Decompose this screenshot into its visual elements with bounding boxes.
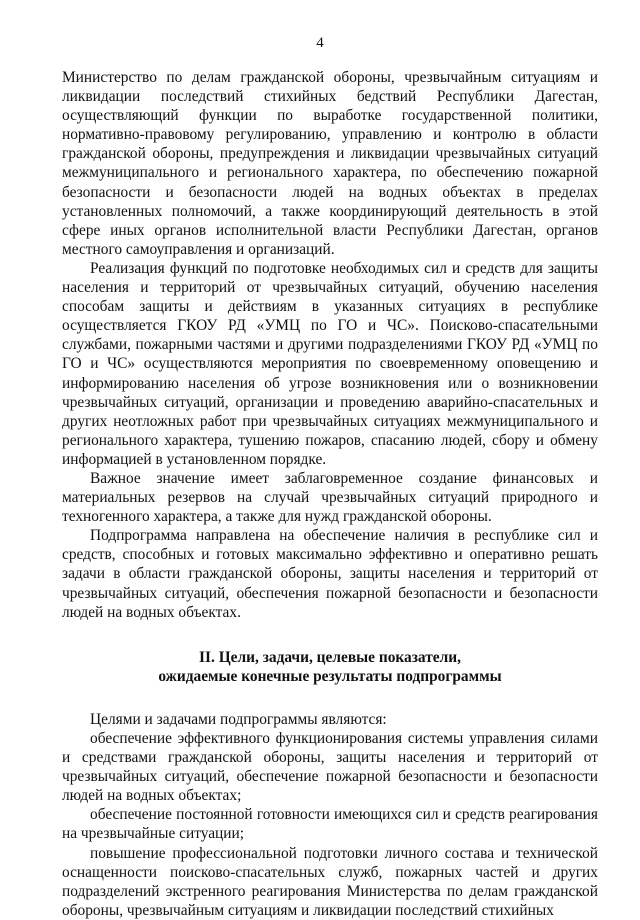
document-body bbox=[62, 68, 598, 920]
list-item-goal: обеспечение эффективного функционирования системы управления силами и средствами гражданской обороны, защиты населения и территорий от чрезвычайных ситуаций, обеспечение пожарной безопасности и безопасности людей на водных объектах; bbox=[62, 730, 598, 805]
paragraph-subprogram-purpose: Подпрограмма направлена на обеспечение наличия в республике сил и средств, способных и готовых максимально эффективно и оперативно решать задачи в области гражданской обороны, защиты населения и территорий от чрезвычайных ситуаций, обеспечения пожарной безопасности и безопасности людей на водных объектах. bbox=[62, 527, 598, 621]
list-item-goal: повышение профессиональной подготовки личного состава и технической оснащенности поисково-спасательных служб, пожарных частей и других подразделений экстренного реагирования Министерства по делам гражданской обороны, чрезвычайным ситуациям и ликвидации последствий стихийных bbox=[62, 844, 598, 919]
section-heading-line2: ожидаемые конечные результаты подпрограммы bbox=[158, 667, 502, 685]
section-heading bbox=[62, 648, 598, 686]
section-heading-line1: II. Цели, задачи, целевые показатели, bbox=[199, 648, 461, 666]
paragraph-functions: Реализация функций по подготовке необходимых сил и средств для защиты населения и территорий от чрезвычайных ситуаций, обучению населения способам защиты и действиям в указанных ситуациях в республике осуществляется ГКОУ РД «УМЦ по ГО и ЧС». Поисково-спасательными службами, пожарными частями и другими подразделениями ГКОУ РД «УМЦ по ГО и ЧС» осуществляются мероприятия по своевременному оповещению и информированию населения об угрозе возникновения или о возникновении чрезвычайных ситуаций, организации и проведению аварийно-спасательных и других неотложных работ при чрезвычайных ситуациях межмуниципального и регионального характера, тушению пожаров, спасанию людей, сбору и обмену информацией в установленном порядке. bbox=[62, 259, 598, 468]
paragraph-goals-intro: Целями и задачами подпрограммы являются: bbox=[90, 710, 387, 728]
paragraph-ministry: Министерство по делам гражданской обороны, чрезвычайным ситуациям и ликвидации последствий стихийных бедствий Республики Дагестан, осуществляющий функции по выработке государственной политики, нормативно-правовому регулированию, управлению и контролю в области гражданской обороны, предупреждения и ликвидации чрезвычайных ситуаций межмуниципального и регионального характера, по обеспечению пожарной безопасности и безопасности людей на водных объектах в пределах установленных полномочий, а также координирующий деятельность в этой сфере иных органов исполнительной власти Республики Дагестан, органов местного самоуправления и организаций. bbox=[62, 69, 598, 258]
paragraph-reserves: Важное значение имеет заблаговременное создание финансовых и материальных резервов на случай чрезвычайных ситуаций природного и техногенного характера, а также для нужд гражданской обороны. bbox=[62, 469, 598, 526]
page-number: 4 bbox=[316, 35, 324, 51]
list-item-goal: обеспечение постоянной готовности имеющихся сил и средств реагирования на чрезвычайные ситуации; bbox=[62, 806, 598, 843]
